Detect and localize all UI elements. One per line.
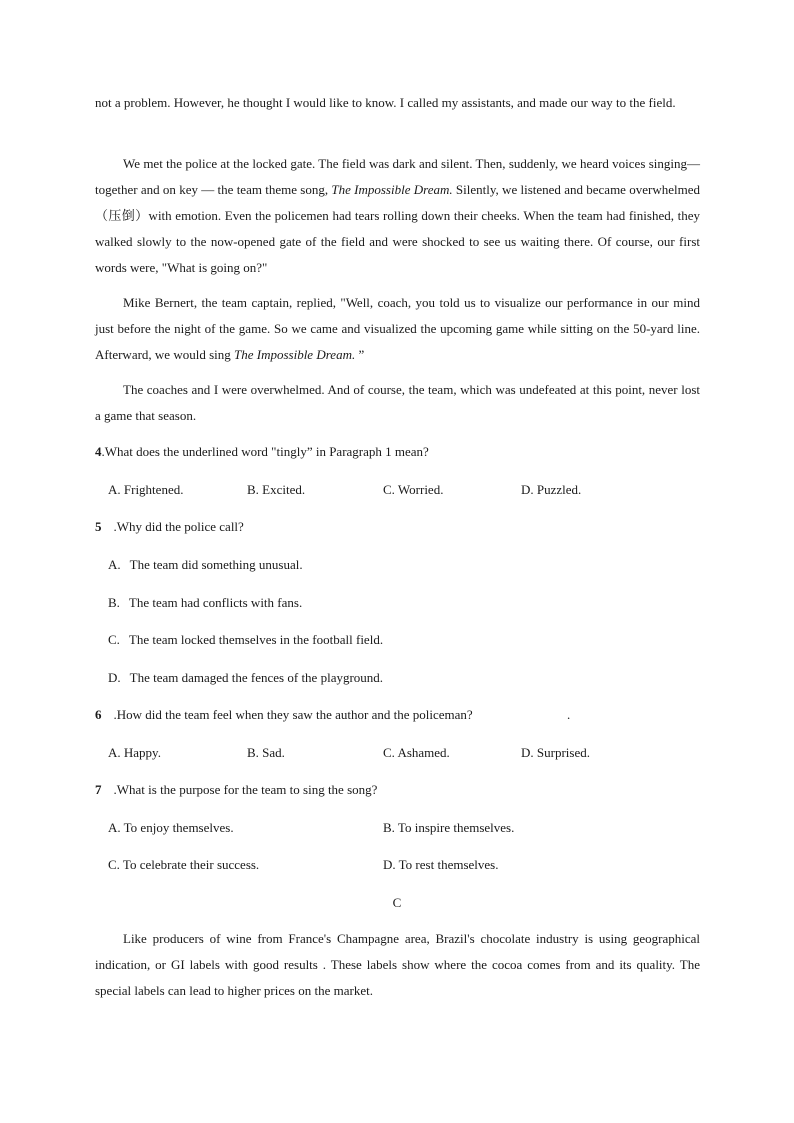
- paragraph-c1: [95, 926, 700, 1004]
- option-text: The team locked themselves in the football field.: [128, 632, 384, 647]
- option-letter: A.: [108, 557, 121, 572]
- option-c: C. Worried.: [383, 482, 444, 497]
- option-b: B. To inspire themselves.: [383, 820, 515, 835]
- paragraph-b0: [95, 90, 700, 116]
- option-b: [108, 594, 302, 612]
- question-number: 5: [95, 519, 102, 534]
- paragraph-text: Like producers of wine from France's Champagne area, Brazil's chocolate industry is using geographical indication, or GI labels with good results . These labels show where the cocoa comes from and its quality. The special labels can lead to higher prices on the market.: [95, 931, 700, 998]
- option-a: A. Frightened.: [108, 482, 184, 497]
- option-a: [108, 556, 303, 574]
- song-title: The Impossible Dream.: [331, 182, 453, 197]
- paragraph-text: The coaches and I were overwhelmed. And of course, the team, which was undefeated at this point, never lost a game that season.: [95, 382, 700, 423]
- question-number: 7: [95, 782, 102, 797]
- option-text: The team did something unusual.: [129, 557, 303, 572]
- question-text: .Why did the police call?: [113, 519, 244, 534]
- option-d: D. Surprised.: [521, 745, 590, 760]
- paragraph-text: not a problem. However, he thought I would like to know. I called my assistants, and made our way to the field.: [95, 95, 676, 110]
- question-text: .What is the purpose for the team to sing the song?: [113, 782, 378, 797]
- option-letter: D.: [108, 670, 121, 685]
- paragraph-text: Silently, we listened and became overwhelmed（压倒）with emotion. Even the policemen had tears rolling down their cheeks. When the team had finished, they walked slowly to the now-opened gate of the field and were shocked to see us waiting there. Of course, our first words were, "What is going on?": [95, 182, 700, 275]
- paragraph-b3: [95, 377, 700, 429]
- question-5: [95, 518, 244, 536]
- option-d: [108, 669, 383, 687]
- option-letter: C.: [108, 632, 120, 647]
- question-text: .What does the underlined word "tingly” in Paragraph 1 mean?: [101, 444, 429, 459]
- paragraph-text: We met the police at the locked gate. The field was dark and silent. Then, suddenly, we heard voices singing—together and on key — the team theme song,: [95, 156, 700, 197]
- option-b: B. Excited.: [247, 482, 306, 497]
- option-text: The team had conflicts with fans.: [128, 595, 303, 610]
- option-d: D. To rest themselves.: [383, 857, 499, 872]
- question-number: 6: [95, 707, 102, 722]
- question-4: [95, 443, 429, 461]
- question-text: .How did the team feel when they saw the author and the policeman?: [113, 707, 473, 722]
- option-c: C. Ashamed.: [383, 745, 450, 760]
- song-title: The Impossible Dream.: [234, 347, 356, 362]
- paragraph-b1: [95, 151, 700, 281]
- option-a: A. Happy.: [108, 745, 161, 760]
- option-d: D. Puzzled.: [521, 482, 582, 497]
- option-text: The team damaged the fences of the playground.: [129, 670, 384, 685]
- option-letter: B.: [108, 595, 120, 610]
- question-6-trailing-period: .: [567, 707, 571, 722]
- question-number: 4: [95, 444, 102, 459]
- option-c: [108, 631, 383, 649]
- question-7: [95, 781, 377, 799]
- question-6: [95, 706, 473, 724]
- section-heading: C: [392, 895, 402, 910]
- paragraph-b2: [95, 290, 700, 368]
- option-a: A. To enjoy themselves.: [108, 820, 234, 835]
- paragraph-text: Mike Bernert, the team captain, replied, "Well, coach, you told us to visualize our performance in our mind just before the night of the game. So we came and visualized the upcoming game while sitting on the 50-yard line. Afterward, we would sing: [95, 295, 700, 362]
- option-c: C. To celebrate their success.: [108, 857, 260, 872]
- paragraph-text: ”: [355, 347, 365, 362]
- option-b: B. Sad.: [247, 745, 285, 760]
